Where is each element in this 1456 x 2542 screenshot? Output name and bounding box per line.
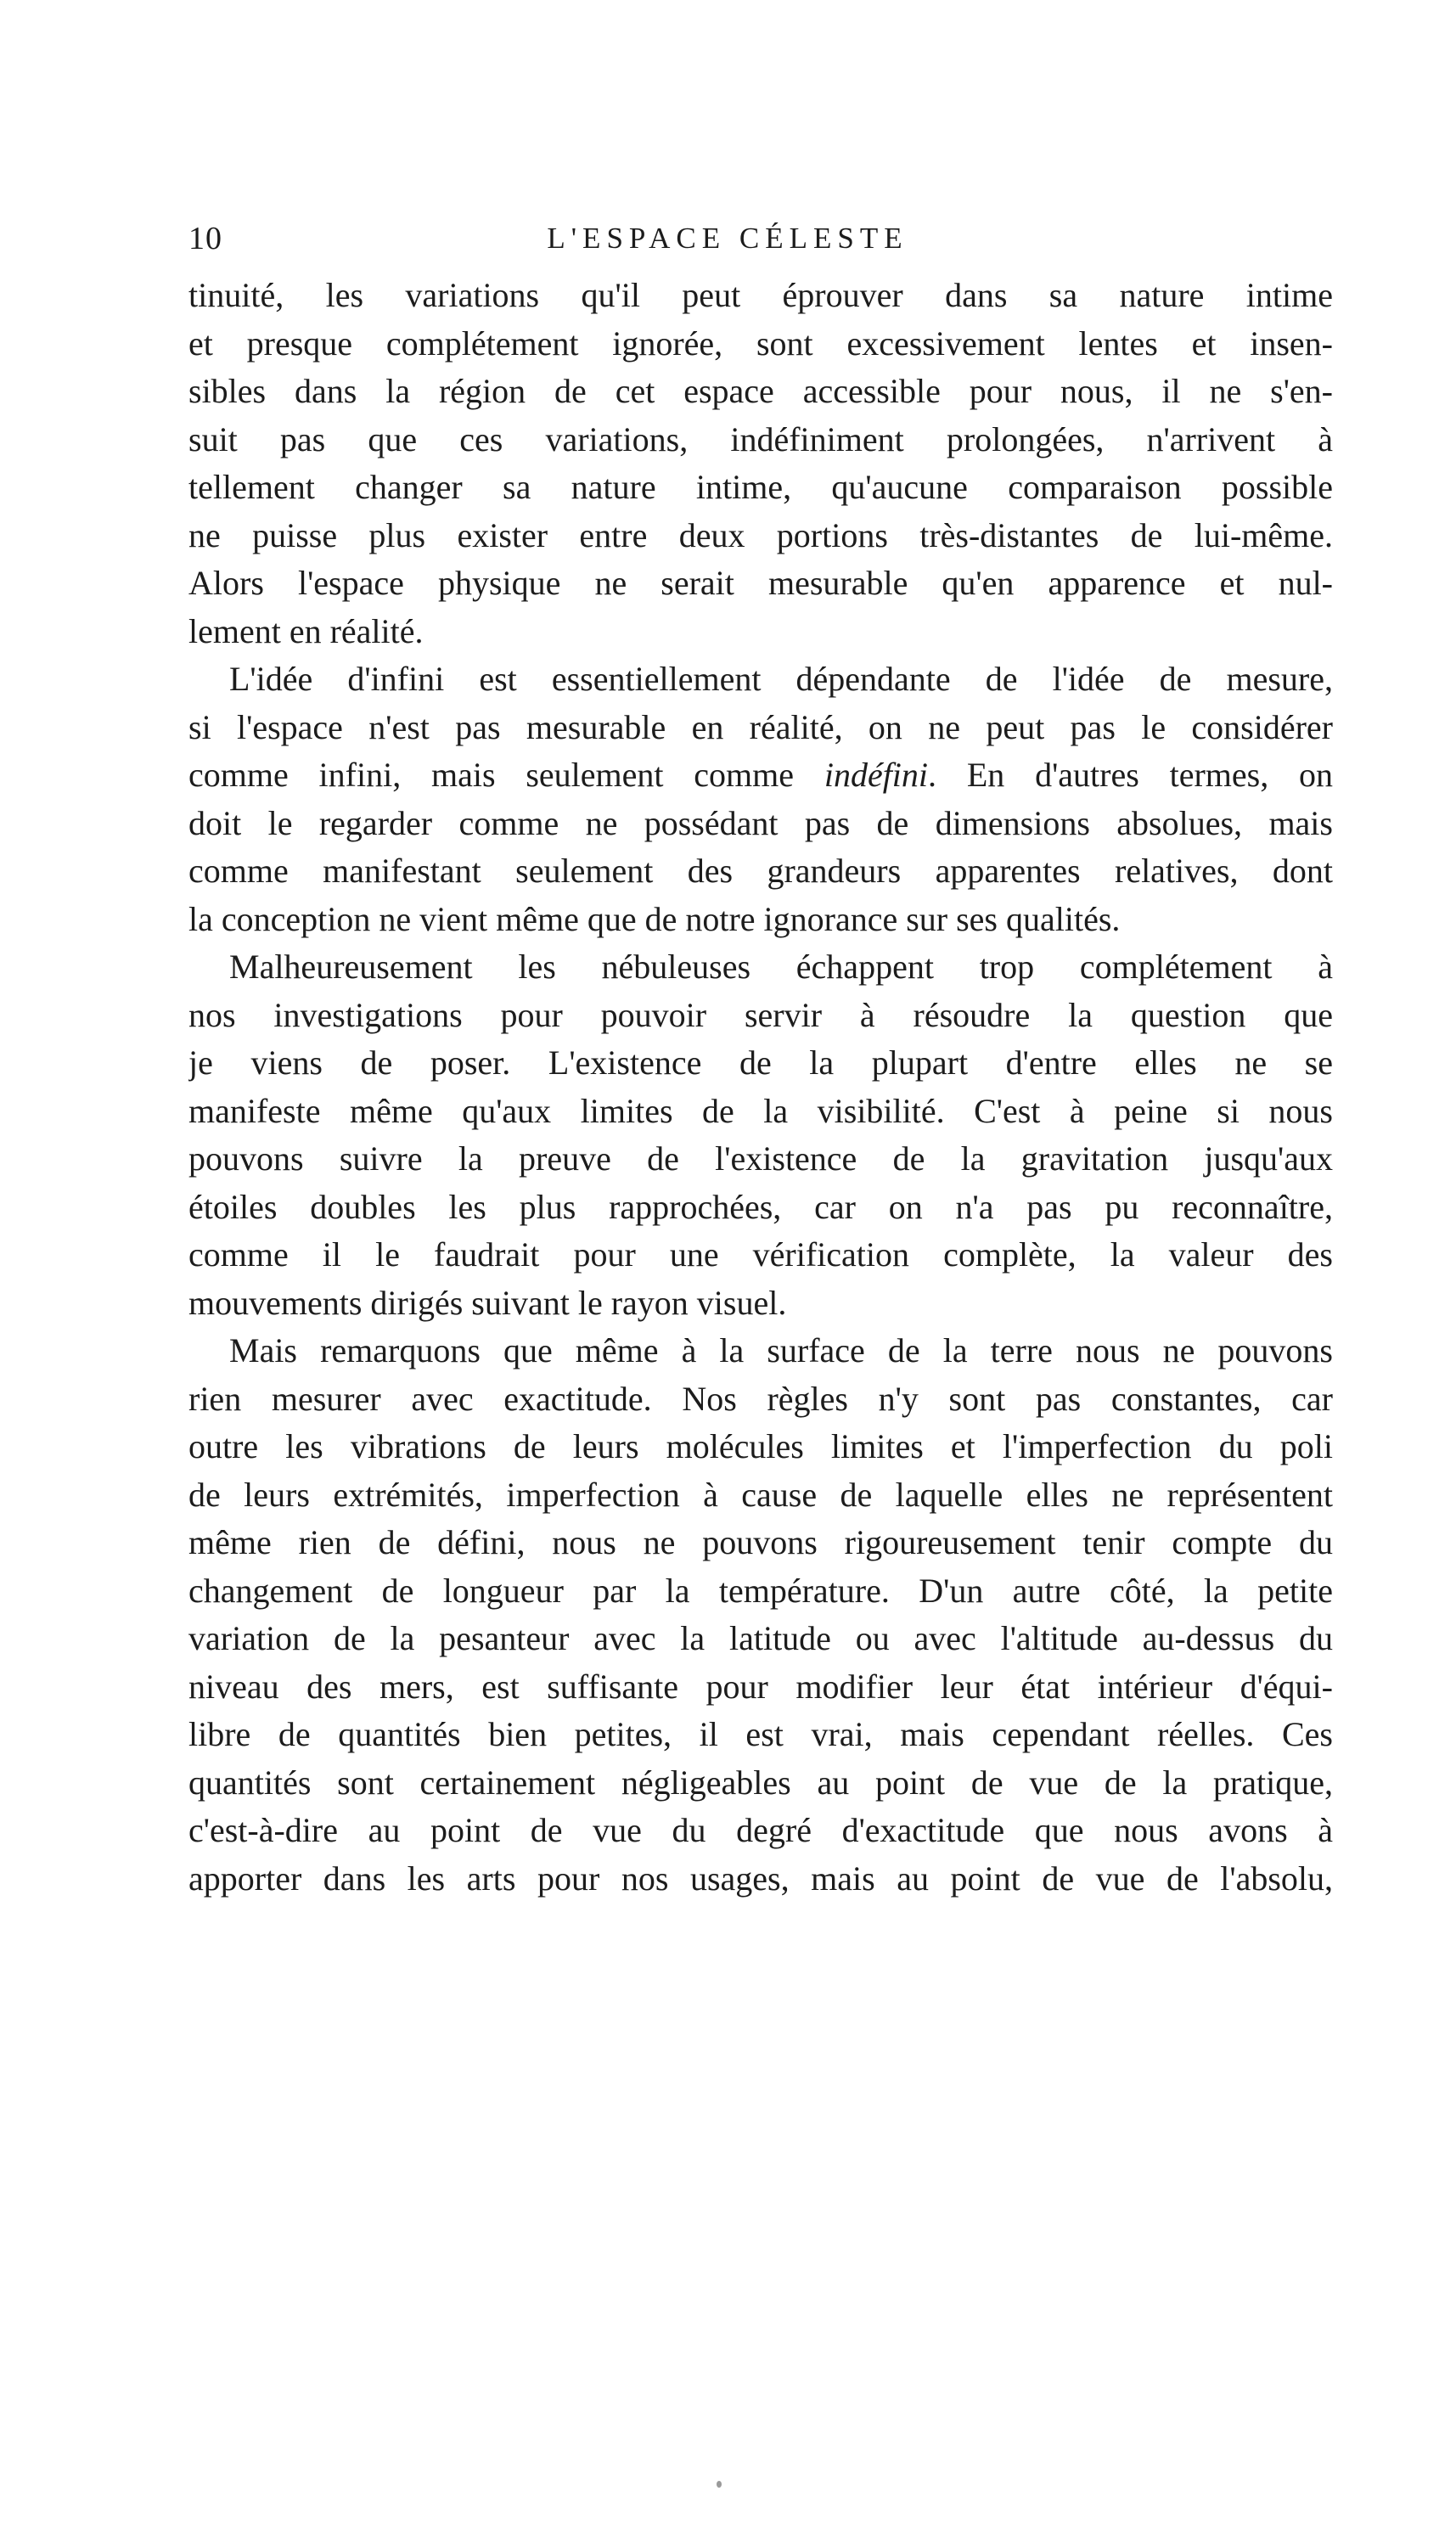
text-line: ne puisse plus exister entre deux portions très-distantes de lui-même. — [188, 515, 1333, 554]
text-line: c'est-à-dire au point de vue du degré d'exactitude que nous avons à — [188, 1811, 1333, 1849]
text-run: . En d'autres termes, on — [928, 756, 1333, 794]
text-line: apporter dans les arts pour nos usages, mais au point de vue de l'absolu, — [188, 1859, 1333, 1898]
text-line: pouvons suivre la preuve de l'existence de la gravitation jusqu'aux — [188, 1139, 1333, 1178]
text-line: étoiles doubles les plus rapprochées, car on n'a pas pu reconnaître, — [188, 1187, 1333, 1226]
text-line: rien mesurer avec exactitude. Nos règles n'y sont pas constantes, car — [188, 1379, 1333, 1418]
text-line: même rien de défini, nous ne pouvons rigoureusement tenir compte du — [188, 1523, 1333, 1561]
text-run: comme infini, mais seulement comme — [188, 756, 795, 794]
text-line: mouvements dirigés suivant le rayon visuel. — [188, 1283, 787, 1322]
text-line: comme il le faudrait pour une vérification complète, la valeur des — [188, 1235, 1333, 1274]
paragraph-2 — [188, 655, 1333, 943]
text-line: tellement changer sa nature intime, qu'aucune comparaison possible — [188, 468, 1333, 506]
text-line: outre les vibrations de leurs molécules limites et l'imperfection du poli — [188, 1427, 1333, 1465]
text-line: Malheureusement les nébuleuses échappent trop complétement à — [229, 948, 1333, 986]
text-line: sibles dans la région de cet espace accessible pour nous, il ne s'en- — [188, 372, 1333, 410]
ink-speck — [717, 2481, 722, 2488]
text-line: Alors l'espace physique ne serait mesurable qu'en apparence et nul- — [188, 564, 1333, 602]
italic-word: indéfini — [824, 756, 929, 794]
text-line: lement en réalité. — [188, 611, 424, 650]
paragraph-1 — [188, 272, 1333, 655]
page-number: 10 — [188, 221, 222, 256]
text-line: niveau des mers, est suffisante pour modifier leur état intérieur d'équi- — [188, 1667, 1333, 1706]
text-line: suit pas que ces variations, indéfiniment prolongées, n'arrivent à — [188, 419, 1333, 458]
running-head — [188, 217, 1267, 260]
text-line: de leurs extrémités, imperfection à cause de laquelle elles ne représentent — [188, 1475, 1333, 1514]
text-line: tinuité, les variations qu'il peut éprouver dans sa nature intime — [188, 276, 1333, 314]
text-line: quantités sont certainement négligeables au point de vue de la pratique, — [188, 1763, 1333, 1802]
text-line: changement de longueur par la température. D'un autre côté, la petite — [188, 1571, 1333, 1610]
text-line-with-italic — [188, 751, 1333, 800]
text-line: L'idée d'infini est essentiellement dépendante de l'idée de mesure, — [229, 660, 1333, 698]
text-line: la conception ne vient même que de notre ignorance sur ses qualités. — [188, 899, 1121, 938]
text-line: doit le regarder comme ne possédant pas de dimensions absolues, mais — [188, 803, 1333, 842]
text-line: si l'espace n'est pas mesurable en réalité, on ne peut pas le considérer — [188, 707, 1333, 746]
text-line: et presque complétement ignorée, sont excessivement lentes et insen- — [188, 323, 1333, 363]
text-line: variation de la pesanteur avec la latitude ou avec l'altitude au-dessus du — [188, 1619, 1333, 1657]
body-text — [188, 272, 1333, 1903]
text-line: comme manifestant seulement des grandeurs apparentes relatives, dont — [188, 852, 1333, 890]
text-line: nos investigations pour pouvoir servir à résoudre la question que — [188, 995, 1333, 1034]
text-line: je viens de poser. L'existence de la plupart d'entre elles ne se — [188, 1043, 1333, 1082]
running-title: L'ESPACE CÉLESTE — [547, 222, 908, 255]
text-line: Mais remarquons que même à la surface de la terre nous ne pouvons — [229, 1331, 1333, 1369]
paragraph-4 — [188, 1327, 1333, 1903]
text-line: libre de quantités bien petites, il est vrai, mais cependant réelles. Ces — [188, 1715, 1333, 1753]
text-line: manifeste même qu'aux limites de la visibilité. C'est à peine si nous — [188, 1091, 1333, 1130]
paragraph-3 — [188, 943, 1333, 1327]
